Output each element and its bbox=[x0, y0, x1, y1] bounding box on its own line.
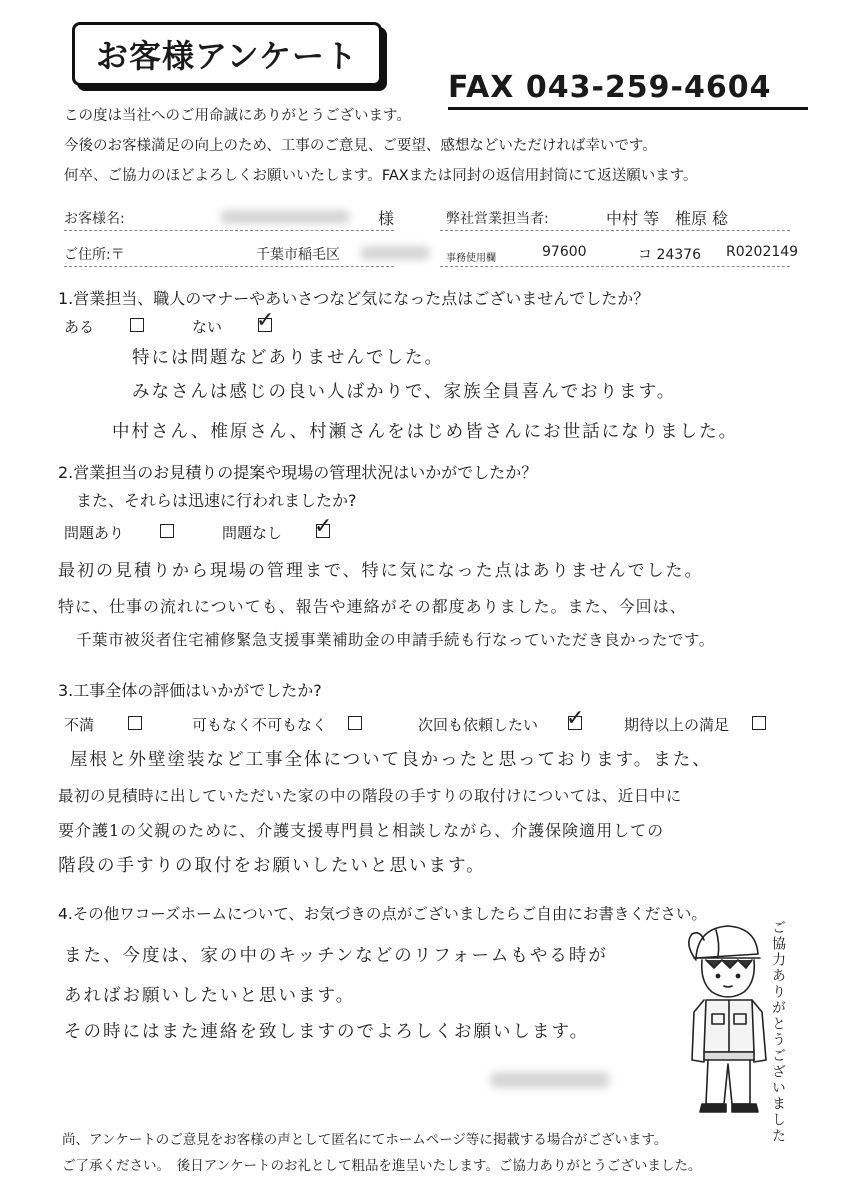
q1-option-yes-label: ある bbox=[64, 318, 95, 336]
q1-answer-line-2: みなさんは感じの良い人ばかりで、家族全員喜んでおります。 bbox=[132, 382, 677, 402]
q2-option-yes-label: 問題あり bbox=[64, 524, 125, 542]
q3-option-3-label: 次回も依頼したい bbox=[418, 716, 539, 734]
intro-line-3: 何卒、ご協力のほどよろしくお願いいたします。FAXまたは同封の返信用封筒にて返送願います。 bbox=[64, 168, 698, 184]
question-4: 4.その他ワコーズホームについて、お気づきの点がございましたらご自由にお書きください。 bbox=[58, 905, 707, 923]
survey-title-box bbox=[72, 22, 382, 86]
q2-answer-line-3: 千葉市被災者住宅補修緊急支援事業補助金の申請手続も行なっていただき良かったです。 bbox=[76, 631, 715, 649]
thank-you-vertical: ご協力ありがとうございました bbox=[770, 920, 786, 1144]
address-underline bbox=[64, 266, 394, 267]
question-3: 3.工事全体の評価はいかがでしたか? bbox=[58, 681, 322, 700]
customer-name-label: お客様名: bbox=[64, 211, 125, 227]
question-1: 1.営業担当、職人のマナーやあいさつなど気になった点はございませんでしたか？ bbox=[58, 289, 650, 308]
fax-number: FAX 043-259-4604 bbox=[448, 70, 808, 110]
q3-answer-line-1: 屋根と外壁塗装など工事全体について良かったと思っております。また、 bbox=[70, 750, 712, 770]
q1-answer-line-3: 中村さん、椎原さん、村瀬さんをはじめ皆さんにお世話になりました。 bbox=[112, 422, 739, 442]
q4-answer-line-1: また、今度は、家の中のキッチンなどのリフォームもやる時が bbox=[64, 946, 608, 966]
q3-option-4-label: 期待以上の満足 bbox=[624, 716, 730, 734]
q3-answer-line-3: 要介護1の父親のために、介護支援専門員と相談しながら、介護保険適用しての bbox=[58, 821, 665, 840]
customer-name-redacted bbox=[220, 210, 350, 224]
footer-line-2: ご了承ください。 後日アンケートのお礼として粗品を進呈いたします。ご協力ありがとうございました。 bbox=[62, 1158, 702, 1174]
address-label: ご住所:〒 bbox=[64, 247, 125, 263]
honorific: 様 bbox=[378, 209, 395, 228]
question-2-line-1: 2.営業担当のお見積りの提案や現場の管理状況はいかがでしたか？ bbox=[58, 463, 538, 482]
q1-option-yes-checkbox[interactable] bbox=[130, 318, 144, 332]
q2-answer-line-1: 最初の見積りから現場の管理まで、特に気になった点はありませんでした。 bbox=[58, 561, 704, 581]
survey-title: お客様アンケート bbox=[95, 37, 359, 75]
name-underline bbox=[64, 230, 394, 231]
rep-underline bbox=[440, 230, 790, 231]
address-redacted bbox=[360, 246, 430, 260]
q3-check-mark-icon: ✓ bbox=[566, 706, 585, 731]
q3-option-2-label: 可もなく不可もなく bbox=[192, 716, 328, 734]
q3-option-2-checkbox[interactable] bbox=[348, 716, 362, 730]
rep-label: 弊社営業担当者: bbox=[446, 211, 549, 227]
office-use-label: 事務使用欄 bbox=[446, 253, 496, 264]
q3-option-1-label: 不満 bbox=[64, 716, 95, 734]
q1-answer-line-1: 特には問題などありませんでした。 bbox=[132, 348, 444, 368]
q3-answer-line-2: 最初の見積時に出していただいた家の中の階段の手すりの取付けについては、近日中に bbox=[58, 787, 682, 805]
q2-check-mark-icon: ✓ bbox=[314, 514, 333, 539]
intro-line-1: この度は当社へのご用命誠にありがとうございます。 bbox=[64, 108, 411, 124]
office-code-2: コ 24376 bbox=[638, 247, 701, 263]
q4-answer-line-3: その時にはまた連絡を致しますのでよろしくお願いします。 bbox=[64, 1022, 590, 1042]
q1-option-no-label: ない bbox=[192, 318, 223, 336]
q1-check-mark-icon: ✓ bbox=[256, 308, 275, 333]
q2-answer-line-2: 特に、仕事の流れについても、報告や連絡がその都度ありました。また、今回は、 bbox=[58, 597, 687, 616]
intro-line-2: 今後のお客様満足の向上のため、工事のご意見、ご要望、感想などいただければ幸いです。 bbox=[64, 138, 657, 154]
q3-answer-line-4: 階段の手すりの取付をお願いしたいと思います。 bbox=[58, 856, 486, 876]
question-2-line-2: また、それらは迅速に行われましたか? bbox=[76, 491, 357, 510]
office-code-1: 97600 bbox=[542, 244, 587, 260]
q3-option-4-checkbox[interactable] bbox=[752, 716, 766, 730]
q2-option-no-label: 問題なし bbox=[222, 524, 283, 542]
address-city: 千葉市稲毛区 bbox=[256, 247, 340, 263]
rep-names: 中村 等 椎原 稔 bbox=[606, 209, 729, 228]
q4-faint-mark bbox=[490, 1072, 610, 1088]
office-underline bbox=[440, 266, 790, 267]
q2-option-yes-checkbox[interactable] bbox=[160, 524, 174, 538]
q4-answer-line-2: あればお願いしたいと思います。 bbox=[64, 986, 356, 1006]
q3-option-1-checkbox[interactable] bbox=[128, 716, 142, 730]
footer-line-1: 尚、アンケートのご意見をお客様の声として匿名にてホームページ等に掲載する場合がございます。 bbox=[62, 1132, 668, 1148]
office-code-3: R0202149 bbox=[726, 244, 799, 260]
